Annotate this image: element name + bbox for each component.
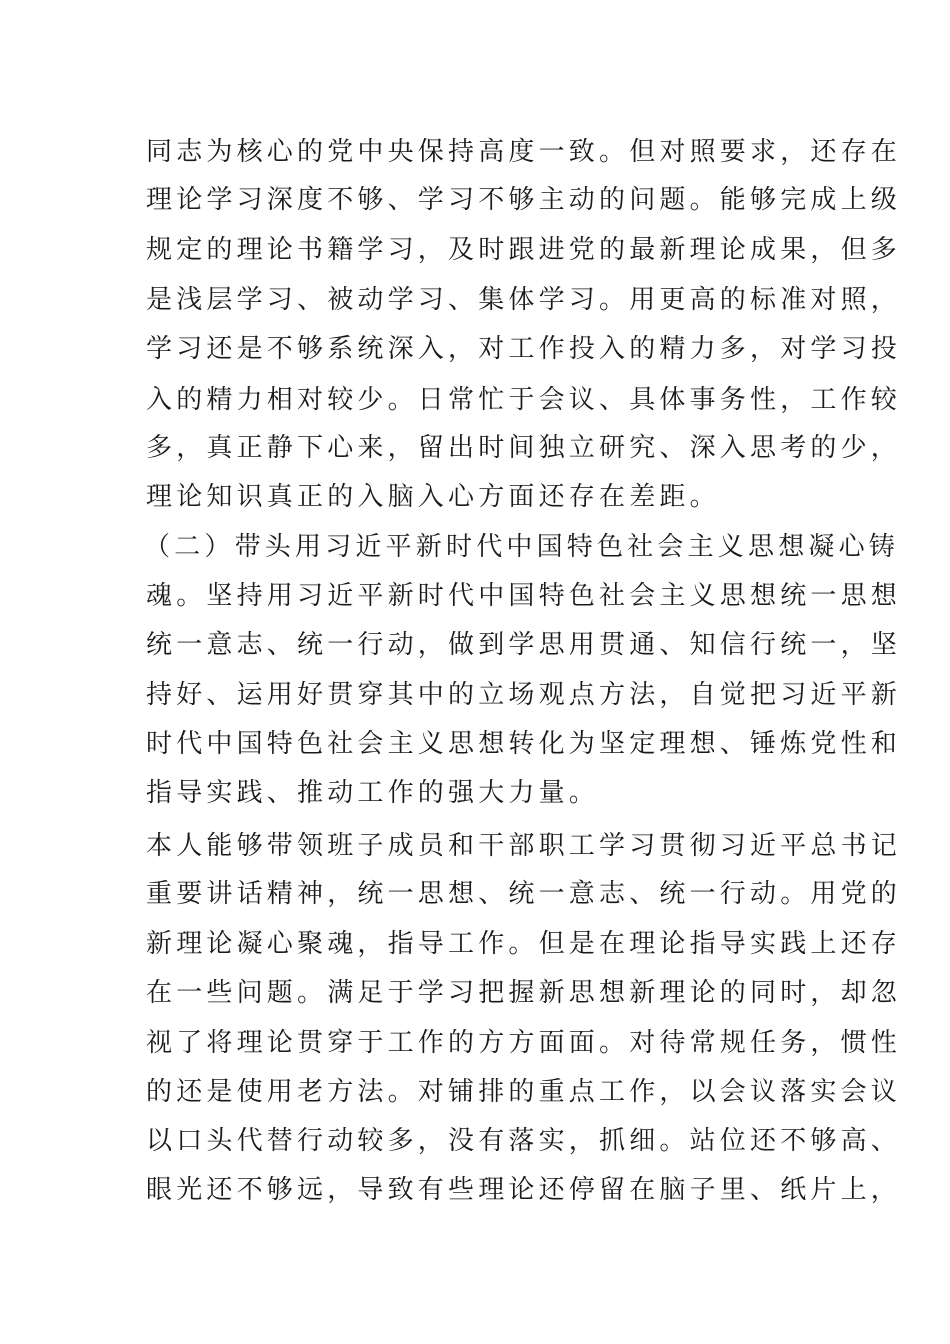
section-heading-line: （二）带头用习近平新时代中国特色社会主义思想凝心铸 bbox=[144, 532, 900, 562]
body-text-line: 本人能够带领班子成员和干部职工学习贯彻习近平总书记 bbox=[146, 831, 902, 861]
body-text-line: 理论学习深度不够、学习不够主动的问题。能够完成上级 bbox=[146, 185, 902, 215]
body-text-line: 眼光还不够远，导致有些理论还停留在脑子里、纸片上， bbox=[146, 1175, 902, 1205]
body-text-line: 规定的理论书籍学习，及时跟进党的最新理论成果，但多 bbox=[146, 235, 902, 265]
body-text-line: 是浅层学习、被动学习、集体学习。用更高的标准对照， bbox=[146, 285, 902, 315]
body-text-line: 的还是使用老方法。对铺排的重点工作，以会议落实会议 bbox=[146, 1077, 902, 1107]
body-text-line: 在一些问题。满足于学习把握新思想新理论的同时，却忽 bbox=[146, 978, 902, 1008]
body-text-line: 学习还是不够系统深入，对工作投入的精力多，对学习投 bbox=[146, 334, 902, 364]
body-text-line: 入的精力相对较少。日常忙于会议、具体事务性，工作较 bbox=[146, 385, 902, 415]
body-text-line: 指导实践、推动工作的强大力量。 bbox=[146, 778, 600, 808]
body-text-line: 持好、运用好贯穿其中的立场观点方法，自觉把习近平新 bbox=[146, 680, 902, 710]
body-text-line: 视了将理论贯穿于工作的方方面面。对待常规任务，惯性 bbox=[146, 1028, 902, 1058]
body-text-line: 理论知识真正的入脑入心方面还存在差距。 bbox=[146, 482, 720, 512]
body-text-line: 新理论凝心聚魂，指导工作。但是在理论指导实践上还存 bbox=[146, 929, 902, 959]
body-text-line: 统一意志、统一行动，做到学思用贯通、知信行统一，坚 bbox=[146, 630, 902, 660]
body-text-line: 多，真正静下心来，留出时间独立研究、深入思考的少， bbox=[146, 433, 902, 463]
body-text-line: 同志为核心的党中央保持高度一致。但对照要求，还存在 bbox=[146, 137, 902, 167]
body-text-line: 重要讲话精神，统一思想、统一意志、统一行动。用党的 bbox=[146, 879, 902, 909]
body-text-line: 魂。坚持用习近平新时代中国特色社会主义思想统一思想 bbox=[146, 581, 902, 611]
body-text-line: 时代中国特色社会主义思想转化为坚定理想、锤炼党性和 bbox=[146, 729, 902, 759]
body-text-line: 以口头代替行动较多，没有落实，抓细。站位还不够高、 bbox=[146, 1126, 902, 1156]
